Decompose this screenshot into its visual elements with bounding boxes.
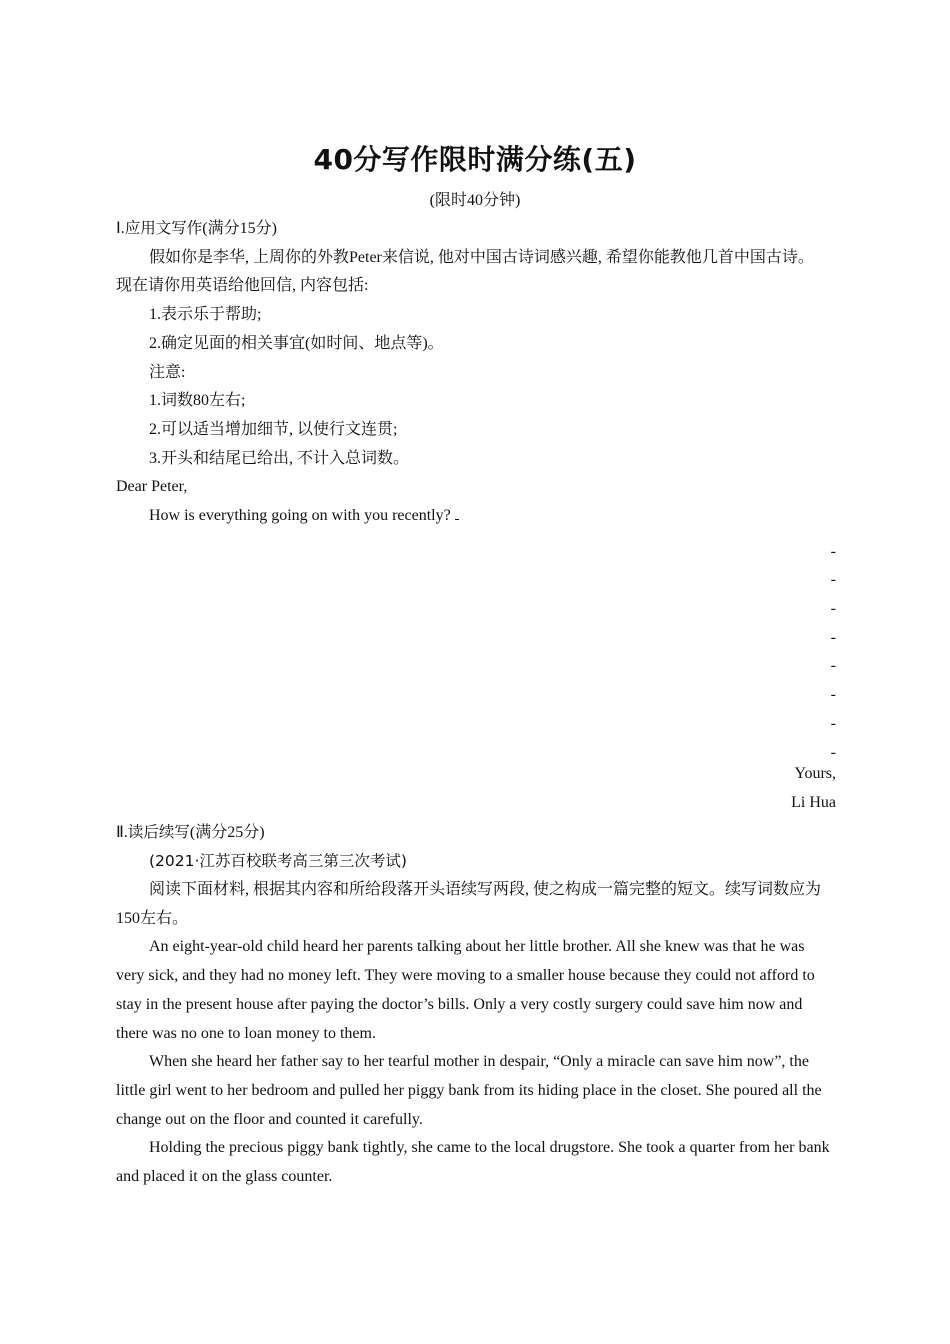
letter-opening-line [116,502,836,531]
section1-prompt-line2: 现在请你用英语给他回信, 内容包括: [116,277,369,295]
answer-line[interactable]: - [830,686,836,704]
answer-blank-start[interactable] [455,505,459,520]
time-limit: (限时40分钟) [429,192,521,209]
letter-signature: Li Hua [791,793,836,811]
section1-number: Ⅰ. [116,220,125,237]
answer-line[interactable]: - [830,571,836,589]
section2-score: (满分25分) [189,823,265,841]
section2-instruction: 阅读下面材料, 根据其内容和所给段落开头语续写两段, 使之构成一篇完整的短文。续写词数应为150左右。 [116,881,822,927]
section1-score: (满分15分) [202,220,277,237]
story-paragraph: Holding the precious piggy bank tightly, she came to the local drugstore. She took a quarter from her bank and placed it on the glass counter. [116,1139,830,1186]
content-item: 1.表示乐于帮助; [149,306,262,324]
note-item: 1.词数80左右; [149,392,246,410]
story-paragraph: An eight-year-old child heard her parents talking about her little brother. All she knew was that he was very sick, and they had no money left. They were moving to a smaller house because they could not afford to stay in the present house after paying the doctor’s bills. Only a very costly surgery could save him now and there was no one to loan money to them. [116,938,815,1042]
section2-number: Ⅱ. [116,823,128,841]
letter-greeting: Dear Peter, [116,478,188,496]
answer-line[interactable]: - [830,628,836,646]
content-item: 2.确定见面的相关事宜(如时间、地点等)。 [149,334,444,352]
answer-line[interactable]: - [830,542,836,560]
section1-title: 应用文写作 [124,219,203,237]
story-paragraph: When she heard her father say to her tearful mother in despair, “Only a miracle can save him now”, the little girl went to her bedroom and pulled her piggy bank from its hiding place in the closet. She poured all the change out on the floor and counted it carefully. [116,1053,822,1128]
answer-line[interactable]: - [830,743,836,761]
section2-title: 读后续写 [127,822,190,841]
page-title: 40分写作限时满分练(五) [313,143,637,176]
letter-closing: Yours, [794,765,836,783]
section2-source: (2021·江苏百校联考高三第三次考试) [149,852,407,871]
notes-label: 注意: [149,363,186,381]
letter-opening: How is everything going on with you recently? [149,507,451,525]
note-item: 2.可以适当增加细节, 以使行文连贯; [149,420,398,438]
section1-heading [116,214,836,244]
section1-prompt-line1: 假如你是李华, 上周你的外教Peter来信说, 他对中国古诗词感兴趣, 希望你能教他几首中国古诗。 [149,248,814,266]
section2-heading [116,818,836,848]
answer-line[interactable]: - [830,714,836,732]
note-item: 3.开头和结尾已给出, 不计入总词数。 [149,449,410,467]
document-body [116,214,836,1192]
answer-line[interactable]: - [830,657,836,675]
answer-line[interactable]: - [830,600,836,618]
